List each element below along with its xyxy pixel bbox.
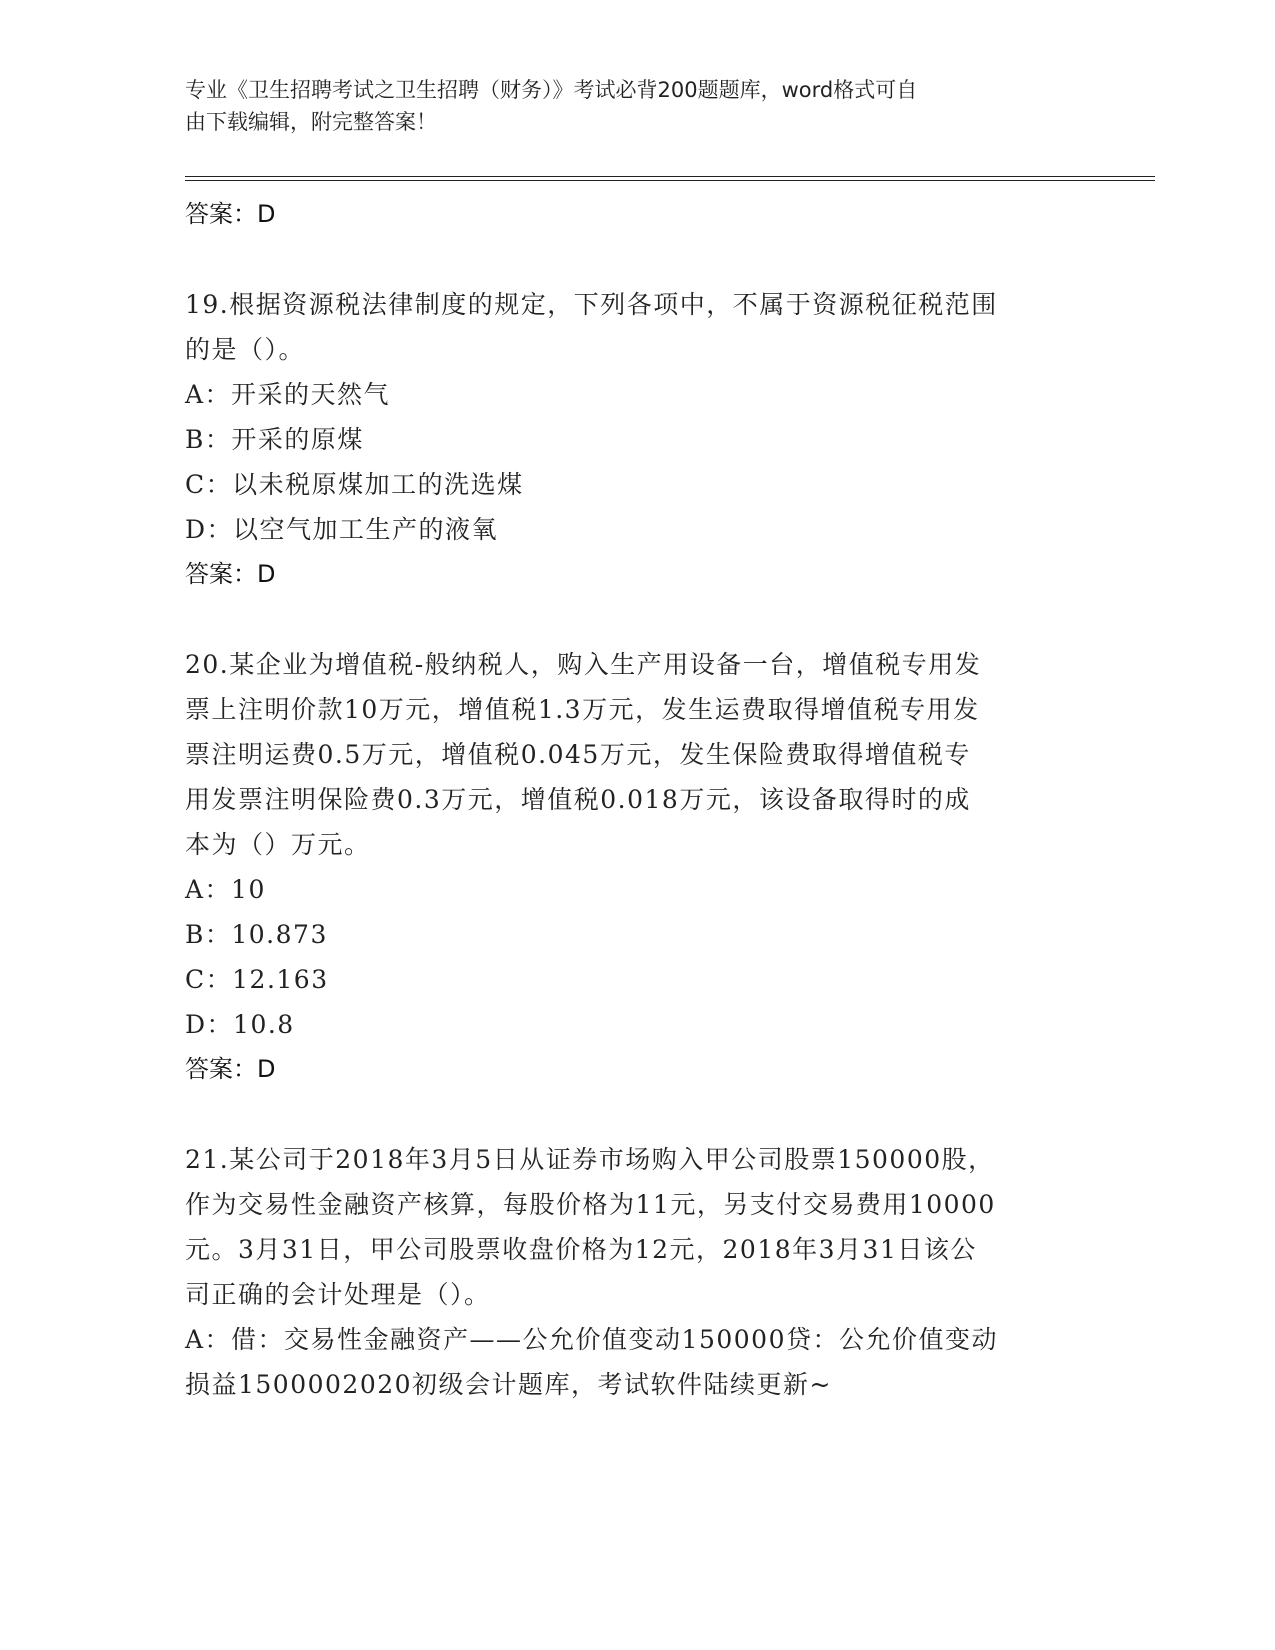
answer-line: 答案：D (185, 560, 276, 588)
header-double-rule (185, 176, 1155, 181)
question-text-line: 票上注明价款10万元，增值税1.3万元，发生运费取得增值税专用发 (185, 695, 980, 724)
question-text-line: 的是（）。 (185, 335, 306, 364)
question-text (185, 642, 1065, 867)
option-text-line: 损益1500002020初级会计题库，考试软件陆续更新~ (185, 1370, 833, 1399)
option-d: D：10.8 (185, 1010, 295, 1039)
option-c: C：12.163 (185, 965, 329, 994)
question-text (185, 1137, 1065, 1317)
question-19 (185, 282, 1065, 597)
question-text-line: 21.某公司于2018年3月5日从证券市场购入甲公司股票150000股， (185, 1145, 995, 1174)
document-body (185, 192, 1065, 1407)
question-text-line: 元。3月31日，甲公司股票收盘价格为12元，2018年3月31日该公 (185, 1235, 977, 1264)
spacer (185, 237, 1065, 282)
spacer (185, 597, 1065, 642)
question-text-line: 19.根据资源税法律制度的规定，下列各项中，不属于资源税征税范围 (185, 290, 998, 319)
question-text-line: 用发票注明保险费0.3万元，增值税0.018万元，该设备取得时的成 (185, 785, 971, 814)
spacer (185, 1092, 1065, 1137)
document-header (185, 74, 1065, 138)
answer-line: 答案：D (185, 1055, 276, 1083)
question-text-line: 本为（）万元。 (185, 830, 371, 859)
answer-line: 答案：D (185, 200, 276, 228)
header-line-1: 专业《卫生招聘考试之卫生招聘（财务）》考试必背200题题库，word格式可自 (185, 78, 918, 102)
option-b: B：开采的原煤 (185, 425, 364, 454)
question-text-line: 20.某企业为增值税-般纳税人，购入生产用设备一台，增值税专用发 (185, 650, 982, 679)
option-a: A：10 (185, 875, 266, 904)
question-text-line: 作为交易性金融资产核算，每股价格为11元，另支付交易费用10000 (185, 1190, 996, 1219)
question-text-line: 司正确的会计处理是（）。 (185, 1280, 491, 1309)
header-line-2: 由下载编辑，附完整答案！ (185, 110, 437, 134)
question-text-line: 票注明运费0.5万元，增值税0.045万元，发生保险费取得增值税专 (185, 740, 971, 769)
option-d: D：以空气加工生产的液氧 (185, 515, 499, 544)
option-a (185, 1317, 1065, 1407)
option-a: A：开采的天然气 (185, 380, 391, 409)
option-text-line: A：借：交易性金融资产——公允价值变动150000贷：公允价值变动 (185, 1325, 998, 1354)
question-20 (185, 642, 1065, 1092)
option-b: B：10.873 (185, 920, 328, 949)
option-c: C：以未税原煤加工的洗选煤 (185, 470, 524, 499)
question-21 (185, 1137, 1065, 1407)
question-text (185, 282, 1065, 372)
